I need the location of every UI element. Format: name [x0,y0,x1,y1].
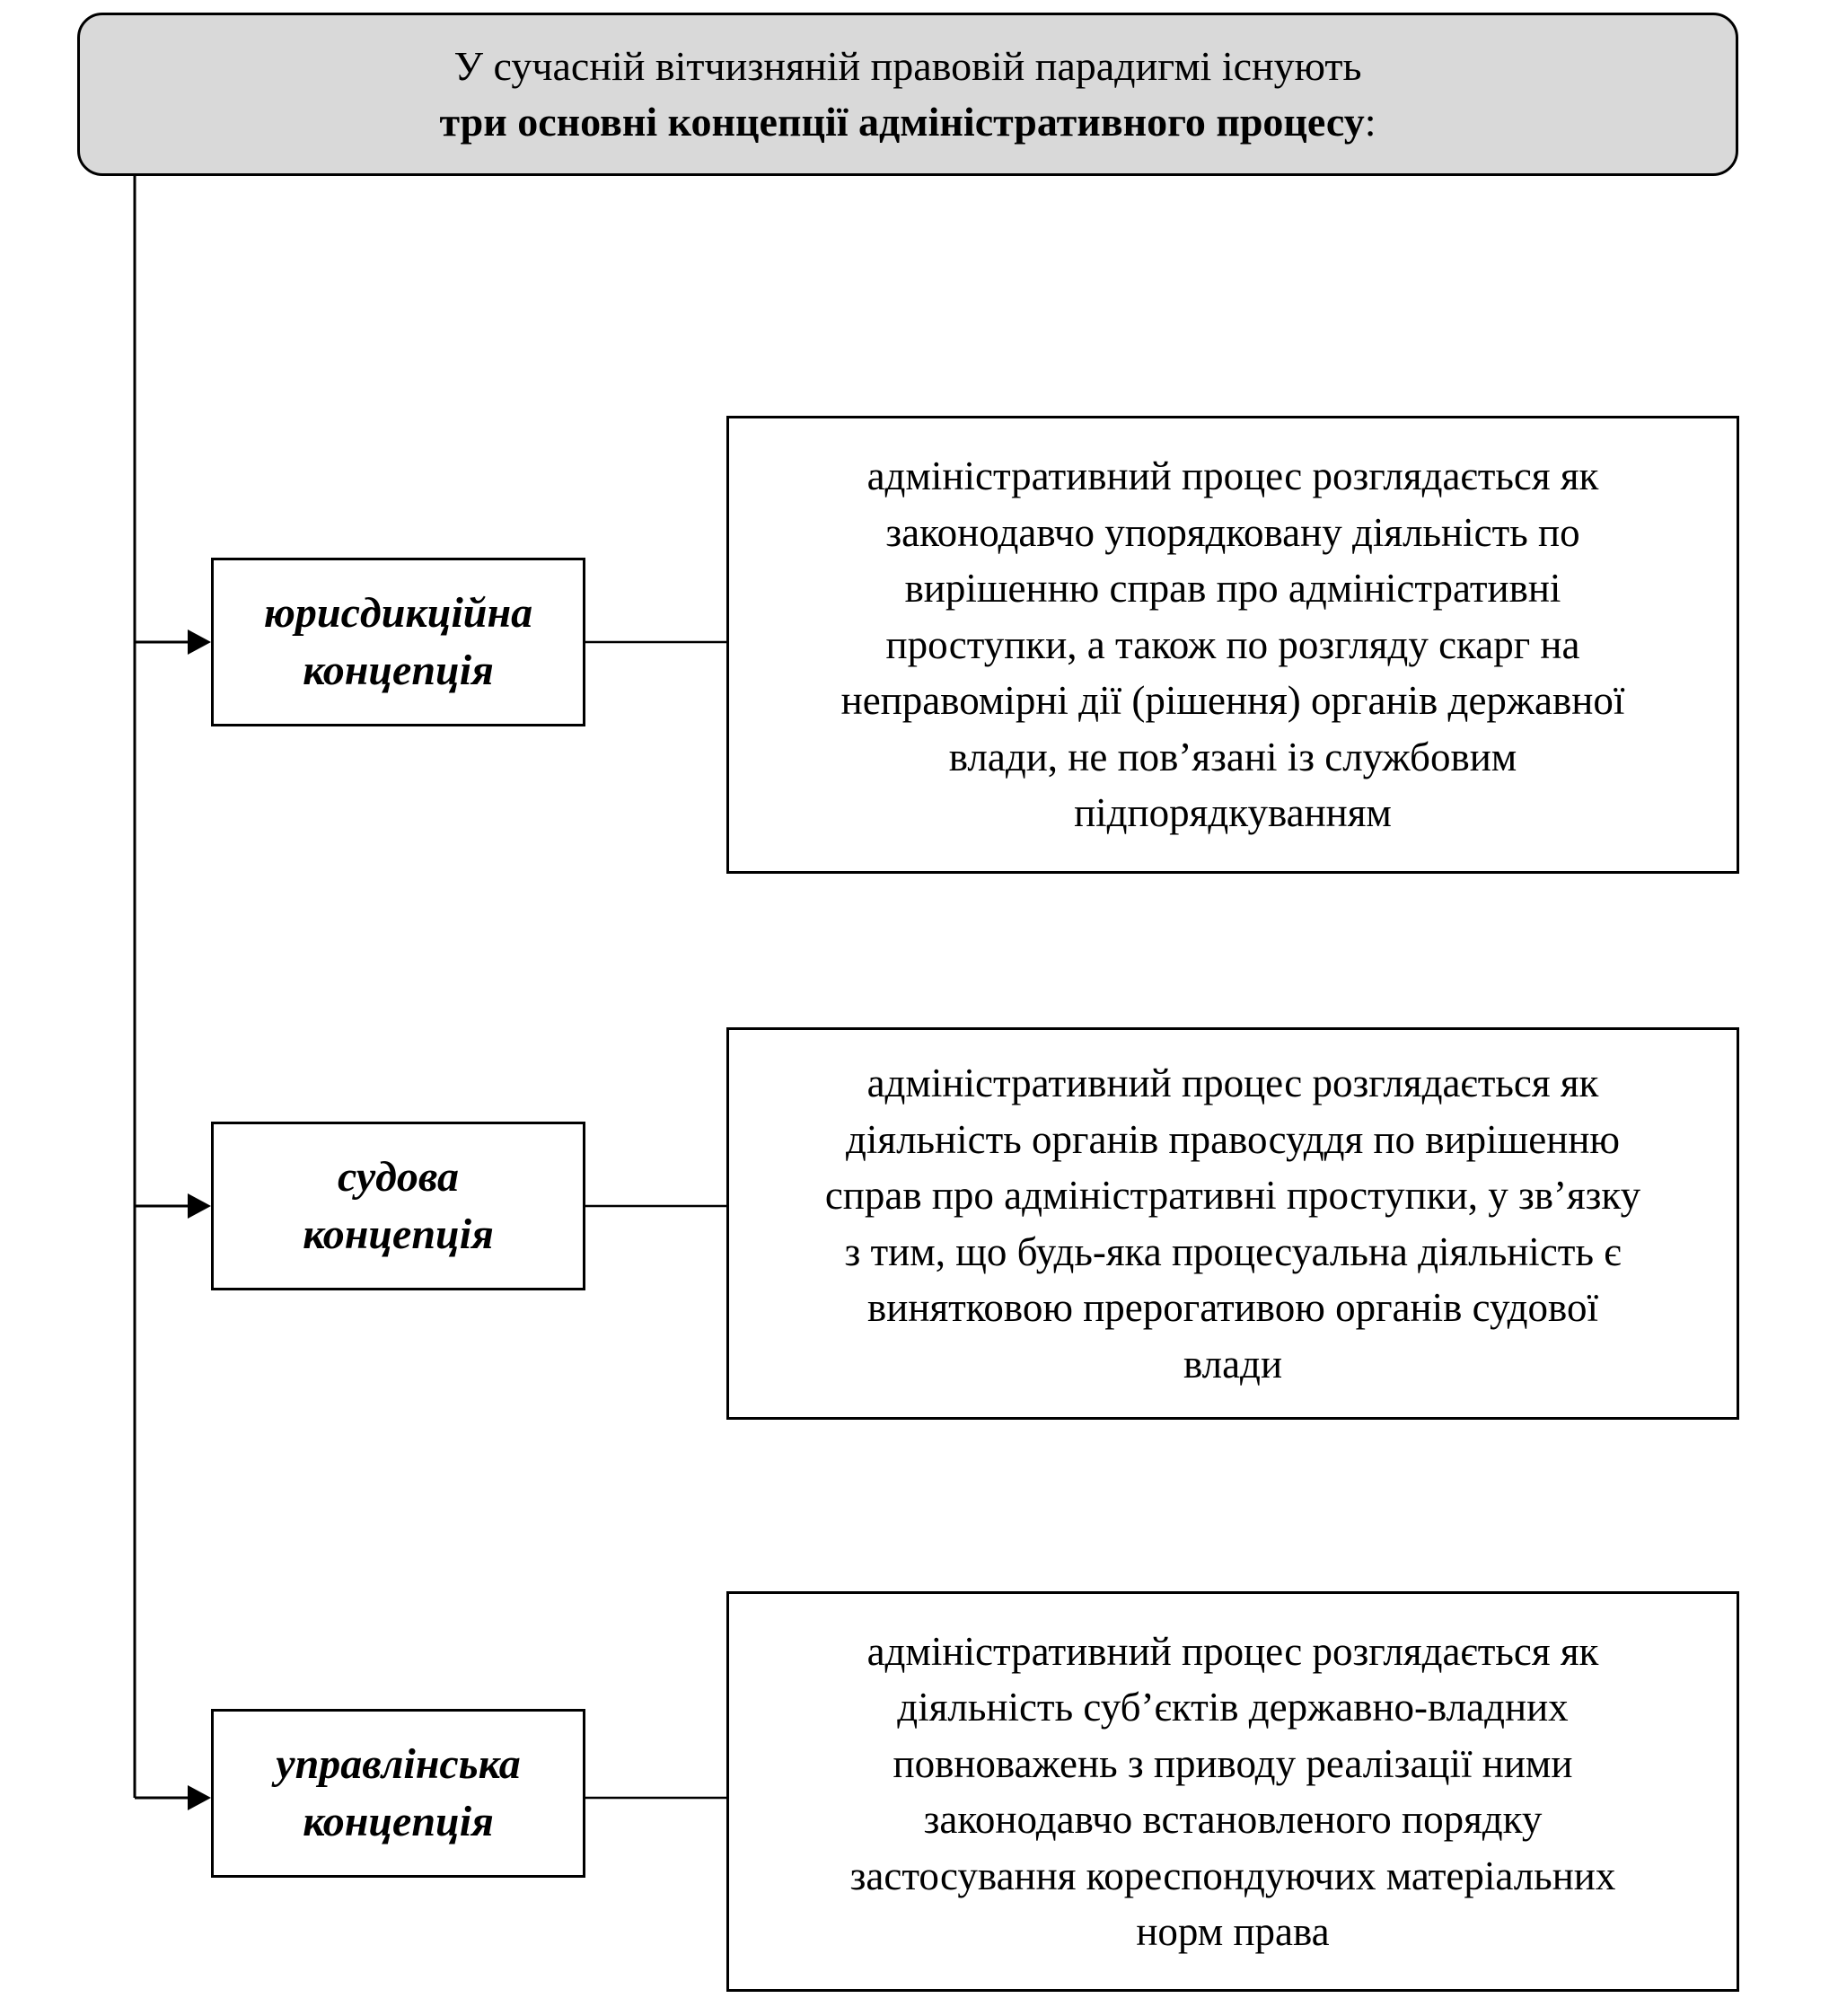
concept-box-jurisdictional [211,558,585,726]
description-line: проступки, а також по розгляду скарг на [885,621,1580,667]
concept-name-line: управлінська [276,1740,521,1788]
concept-box-managerial [211,1709,585,1878]
header-line-2 [439,94,1376,150]
header-bold-text: три основні концепції адміністративного процесу [439,99,1365,145]
description-line: вирішенню справ про адміністративні [904,566,1561,612]
concept-name-line: концепція [303,1798,494,1845]
description-box-jurisdictional [726,416,1739,874]
arrowhead-3 [188,1785,211,1810]
description-line: адміністративний процес розглядається як [866,1628,1599,1674]
description-line: влади [1183,1341,1283,1387]
description-line: справ про адміністративні проступки, у зв’язку [824,1173,1641,1218]
description-line: винятковою прерогативою органів судової [867,1285,1598,1330]
description-line: підпорядкуванням [1074,790,1392,836]
description-line: діяльність органів правосуддя по вирішенню [845,1116,1621,1162]
description-line: влади, не пов’язані із службовим [948,734,1517,779]
description-line: законодавчо встановленого порядку [923,1797,1543,1842]
concept-name-line: юрисдикційна [263,589,533,637]
description-line: адміністративний процес розглядається як [866,453,1599,499]
description-line: законодавчо упорядковану діяльність по [885,509,1580,555]
description-line: неправомірні дії (рішення) органів державної [840,678,1625,724]
description-line: діяльність суб’єктів державно-владних [897,1685,1569,1730]
header-box [77,13,1738,176]
description-line: адміністративний процес розглядається як [866,1061,1599,1105]
description-line: застосування кореспондуючих матеріальних [849,1853,1616,1898]
concept-name-line: концепція [303,647,494,694]
description-line: з тим, що будь-яка процесуальна діяльність є [844,1228,1622,1274]
concept-box-judicial [211,1122,585,1290]
description-box-managerial [726,1591,1739,1992]
concept-name-line: судова [337,1153,460,1201]
arrowhead-2 [188,1193,211,1219]
arrowhead-1 [188,629,211,655]
description-line: норм права [1136,1909,1330,1954]
concept-name-line: концепція [303,1210,494,1258]
header-line-1: У сучасній вітчизняній правовій парадигмі існують [453,43,1362,89]
header-suffix: : [1364,99,1376,145]
description-line: повноважень з приводу реалізації ними [893,1740,1573,1786]
description-box-judicial [726,1027,1739,1420]
